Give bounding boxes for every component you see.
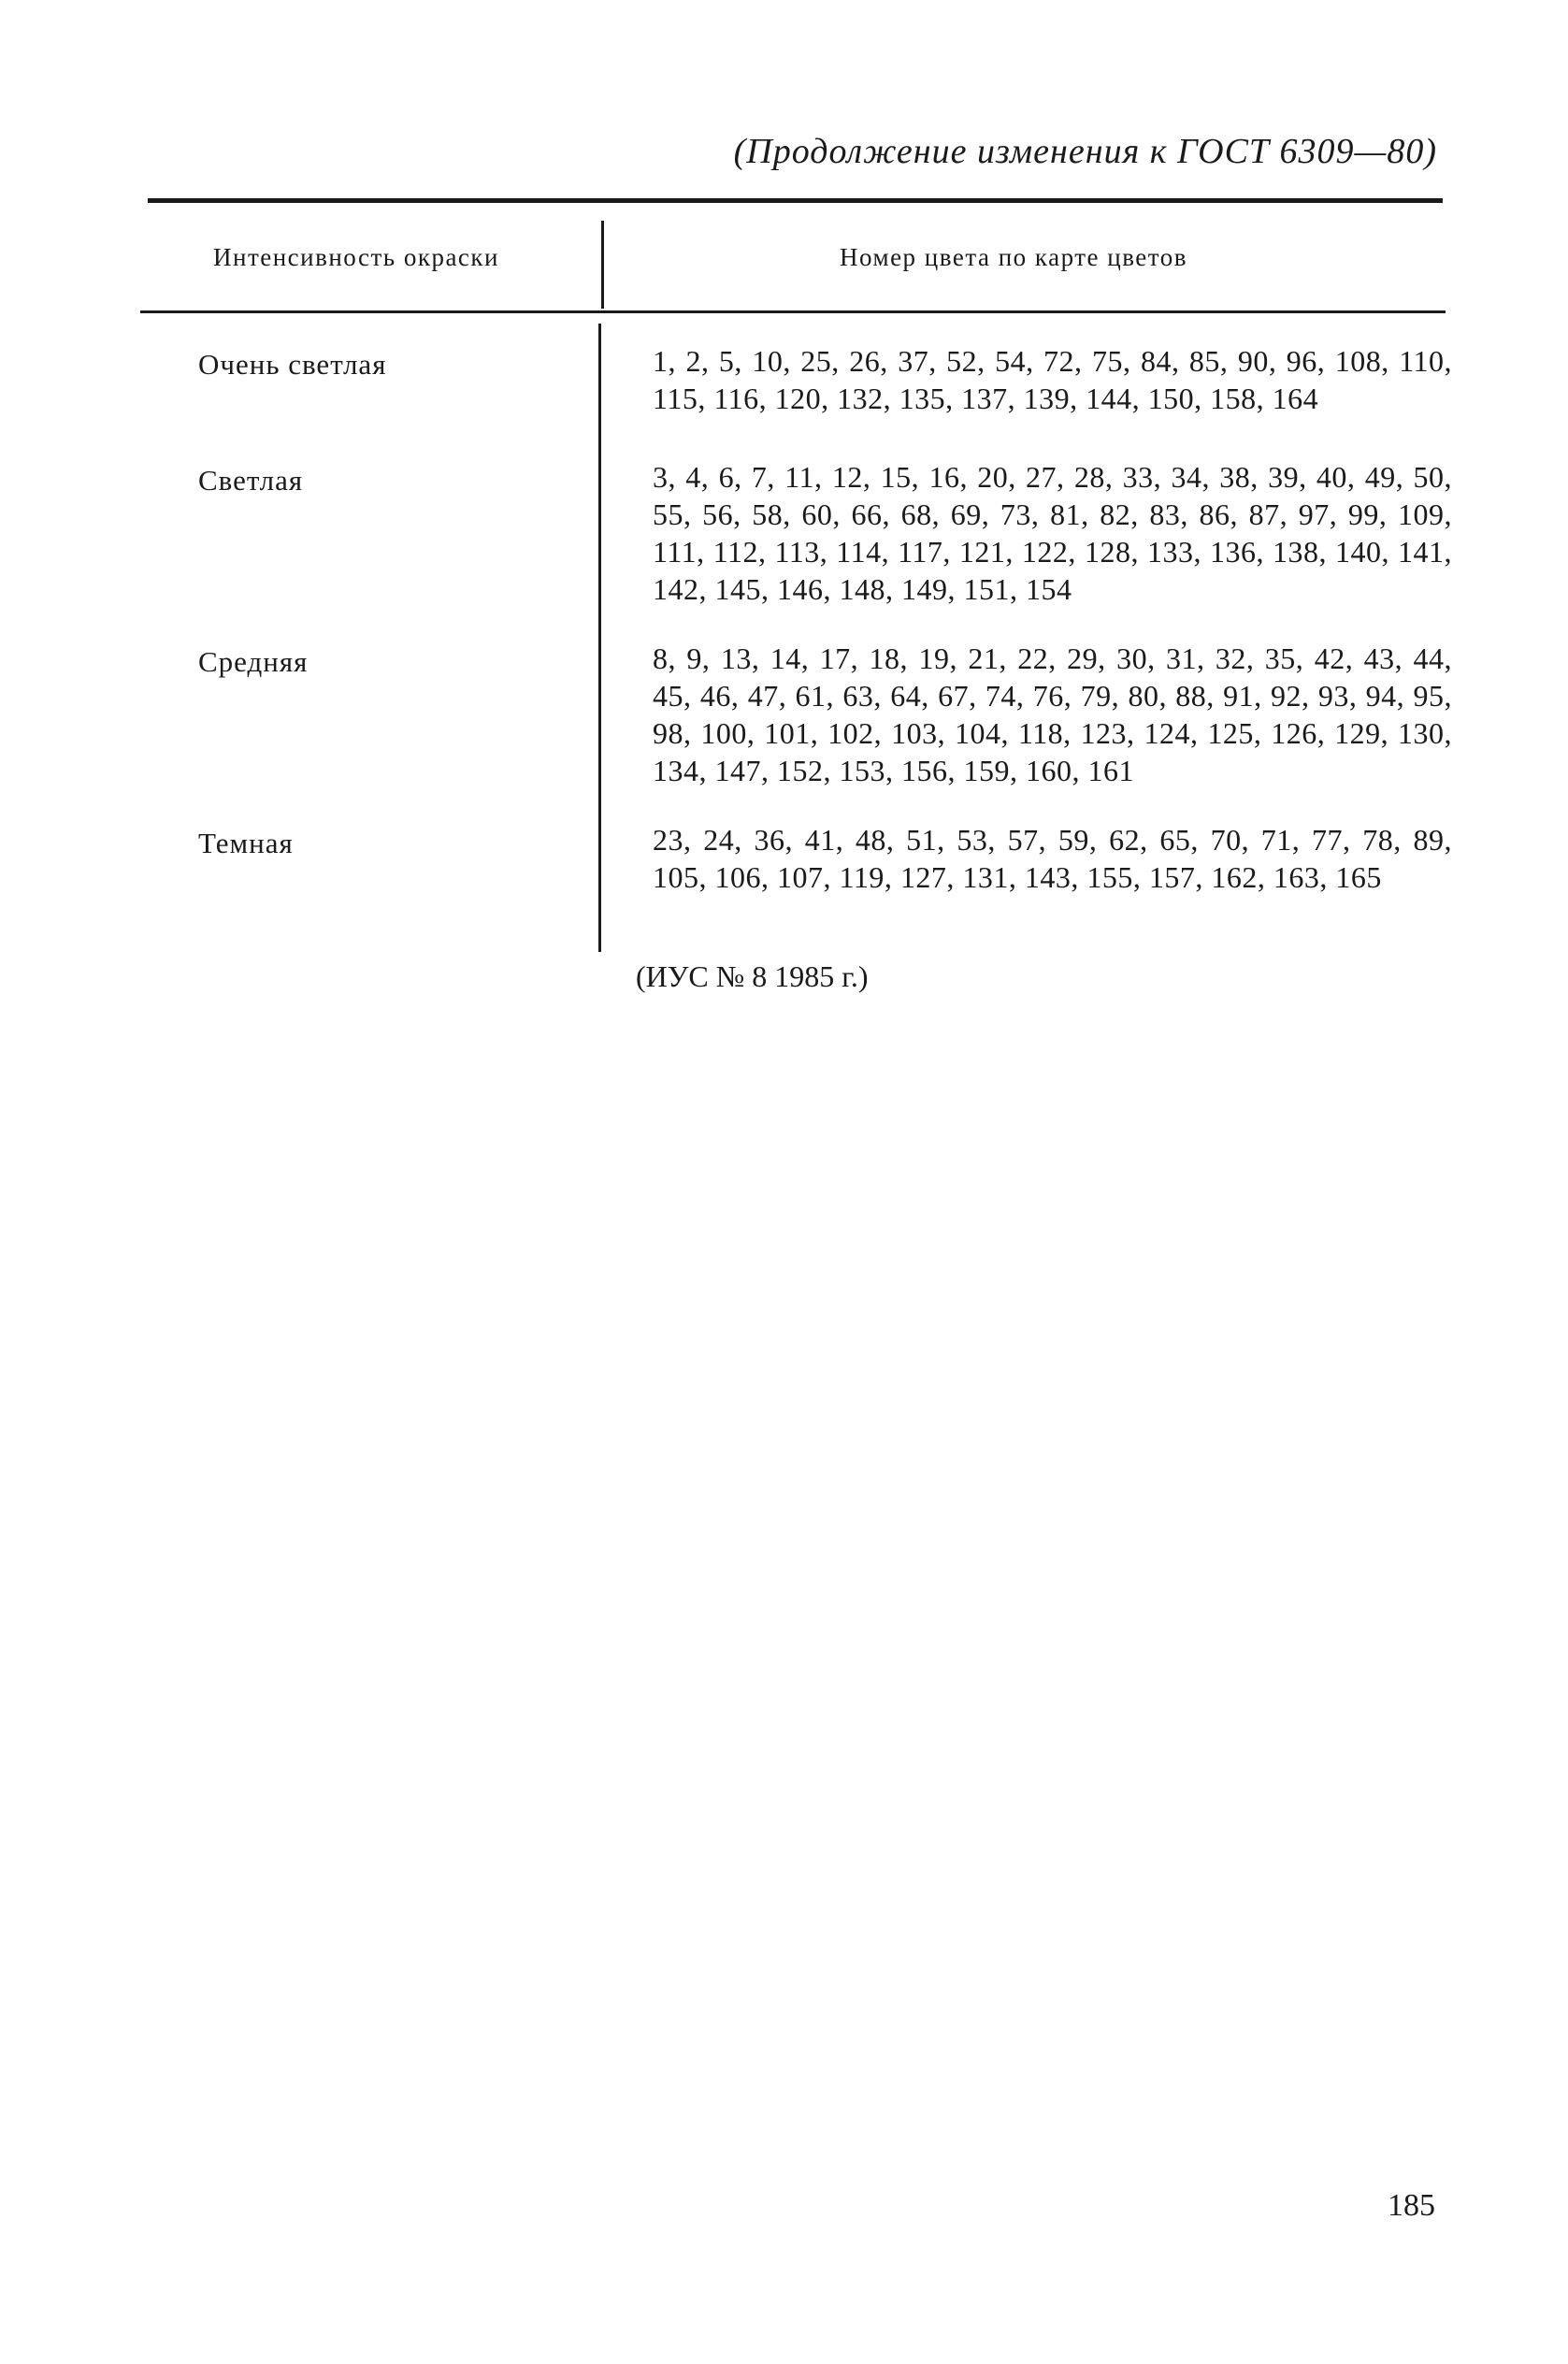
row-label-medium: Средняя xyxy=(198,645,309,678)
row-values-light: 3, 4, 6, 7, 11, 12, 15, 16, 20, 27, 28, 33, 34, 38, 39, 40, 49, 50, 55, 56, 58, 60, 66, 68, 69, 73, 81, 82, 83, 86, 87, 97, 99, 109, 111, 112, 113, 114, 117, 121, 122, 128, 133, 136, 138, 140, 141, 142, 145, 146, 148, 149, 151, 154 xyxy=(653,460,1452,606)
source-note: (ИУС № 8 1985 г.) xyxy=(636,959,869,993)
row-label-very-light: Очень светлая xyxy=(198,348,387,381)
table-header-divider xyxy=(601,221,604,309)
row-values-medium: 8, 9, 13, 14, 17, 18, 19, 21, 22, 29, 30, 31, 32, 35, 42, 43, 44, 45, 46, 47, 61, 63, 64, 67, 74, 76, 79, 80, 88, 91, 92, 93, 94, 95, 98, 100, 101, 102, 103, 104, 118, 123, 124, 125, 126, 129, 130, 134, 147, 152, 153, 156, 159, 160, 161 xyxy=(653,641,1452,787)
page-number: 185 xyxy=(1388,2188,1435,2223)
row-values-very-light: 1, 2, 5, 10, 25, 26, 37, 52, 54, 72, 75, 84, 85, 90, 96, 108, 110, 115, 116, 120, 132, 135, 137, 139, 144, 150, 158, 164 xyxy=(653,344,1452,415)
document-header-caption: (Продолжение изменения к ГОСТ 6309—80) xyxy=(733,132,1437,171)
column-header-color-number: Номер цвета по карте цветов xyxy=(840,243,1187,271)
row-values-dark: 23, 24, 36, 41, 48, 51, 53, 57, 59, 62, 65, 70, 71, 77, 78, 89, 105, 106, 107, 119, 127, 131, 143, 155, 157, 162, 163, 165 xyxy=(653,823,1452,894)
table-top-rule xyxy=(148,198,1443,203)
column-header-intensity: Интенсивность окраски xyxy=(213,243,499,271)
row-label-light: Светлая xyxy=(198,464,304,497)
table-body-divider xyxy=(598,324,601,952)
row-label-dark: Темная xyxy=(198,827,294,859)
table-header-rule xyxy=(140,310,1446,313)
